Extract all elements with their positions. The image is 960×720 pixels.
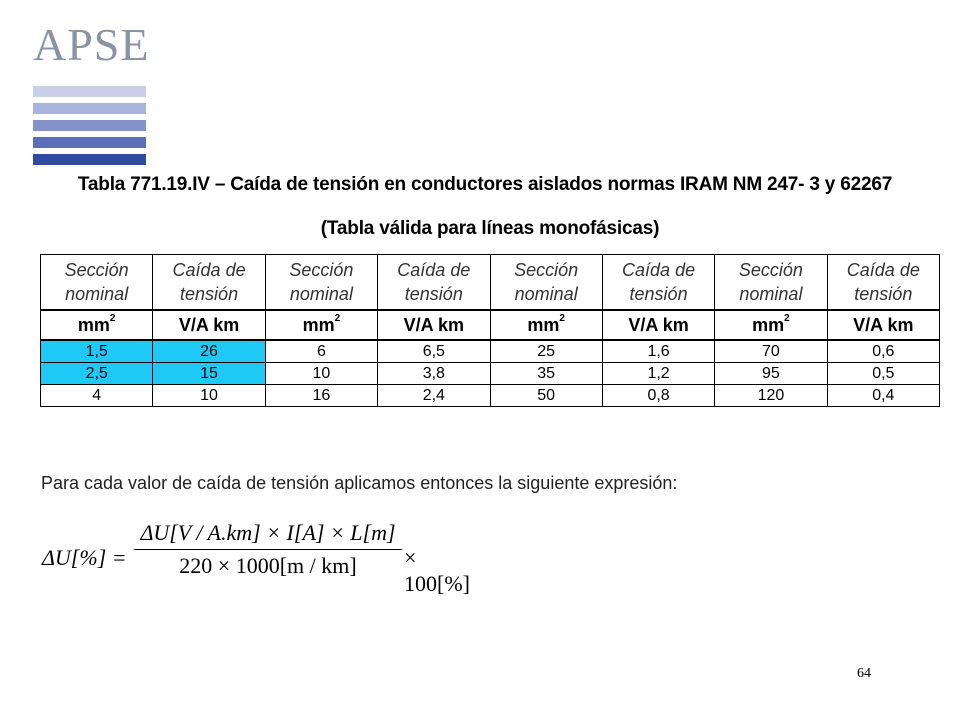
voltage-drop-table [40,254,940,407]
table-cell: 50 [490,385,602,407]
logo-stripe [33,154,146,165]
unit-cell: $mm^2$ [265,310,377,340]
table-cell: 0,4 [827,385,939,407]
unit-cell: V/A km [602,310,714,340]
header-cell: Caída de tensión [827,255,939,311]
table-cell: 6,5 [378,340,490,363]
table-cell: 2,4 [378,385,490,407]
logo-stripe [33,86,146,97]
apse-logo [33,19,150,165]
table-cell: 1,2 [602,363,714,385]
table-cell: 25 [490,340,602,363]
formula-fraction [134,520,402,579]
header-cell: Sección nominal [490,255,602,311]
table-row [41,340,940,363]
header-cell: Sección nominal [715,255,827,311]
table-cell: 26 [153,340,265,363]
table-header-row [41,255,940,311]
logo-stripe [33,137,146,148]
logo-text: APSE [33,19,150,70]
unit-cell: V/A km [153,310,265,340]
unit-cell: $mm^2$ [490,310,602,340]
header-cell: Sección nominal [265,255,377,311]
voltage-drop-formula [42,520,470,600]
table-cell: 120 [715,385,827,407]
unit-cell: $mm^2$ [715,310,827,340]
table-row [41,385,940,407]
unit-cell: $mm^2$ [41,310,153,340]
table-cell: 4 [41,385,153,407]
table-cell: 2,5 [41,363,153,385]
table-cell: 1,6 [602,340,714,363]
table-cell: 1,5 [41,340,153,363]
table-cell: 3,8 [378,363,490,385]
table-row [41,363,940,385]
table-cell: 16 [265,385,377,407]
header-cell: Sección nominal [41,255,153,311]
table-cell: 0,6 [827,340,939,363]
logo-stripe [33,120,146,131]
header-cell: Caída de tensión [378,255,490,311]
table-cell: 70 [715,340,827,363]
page-number: 64 [857,666,871,681]
header-cell: Caída de tensión [602,255,714,311]
explanation-text: Para cada valor de caída de tensión aplicamos entonces la siguiente expresión: [41,473,678,493]
header-cell: Caída de tensión [153,255,265,311]
table-unit-row [41,310,940,340]
table-cell: 95 [715,363,827,385]
table-title: Tabla 771.19.IV – Caída de tensión en conductores aislados normas IRAM NM 247- 3 y 62267 [77,174,893,195]
table-cell: 15 [153,363,265,385]
logo-stripe [33,103,146,114]
formula-lhs: ΔU[%] = [42,545,127,570]
unit-cell: V/A km [827,310,939,340]
unit-cell: V/A km [378,310,490,340]
table-cell: 35 [490,363,602,385]
table-cell: 10 [153,385,265,407]
table-cell: 0,5 [827,363,939,385]
table-cell: 6 [265,340,377,363]
formula-rhs: × 100[%] [404,545,470,596]
formula-denominator: 220 × 1000[m / km] [179,553,357,578]
table-cell: 0,8 [602,385,714,407]
table-cell: 10 [265,363,377,385]
formula-numerator: ΔU[V / A.km] × I[A] × L[m] [140,520,396,545]
table-subtitle: (Tabla válida para líneas monofásicas) [320,218,660,239]
